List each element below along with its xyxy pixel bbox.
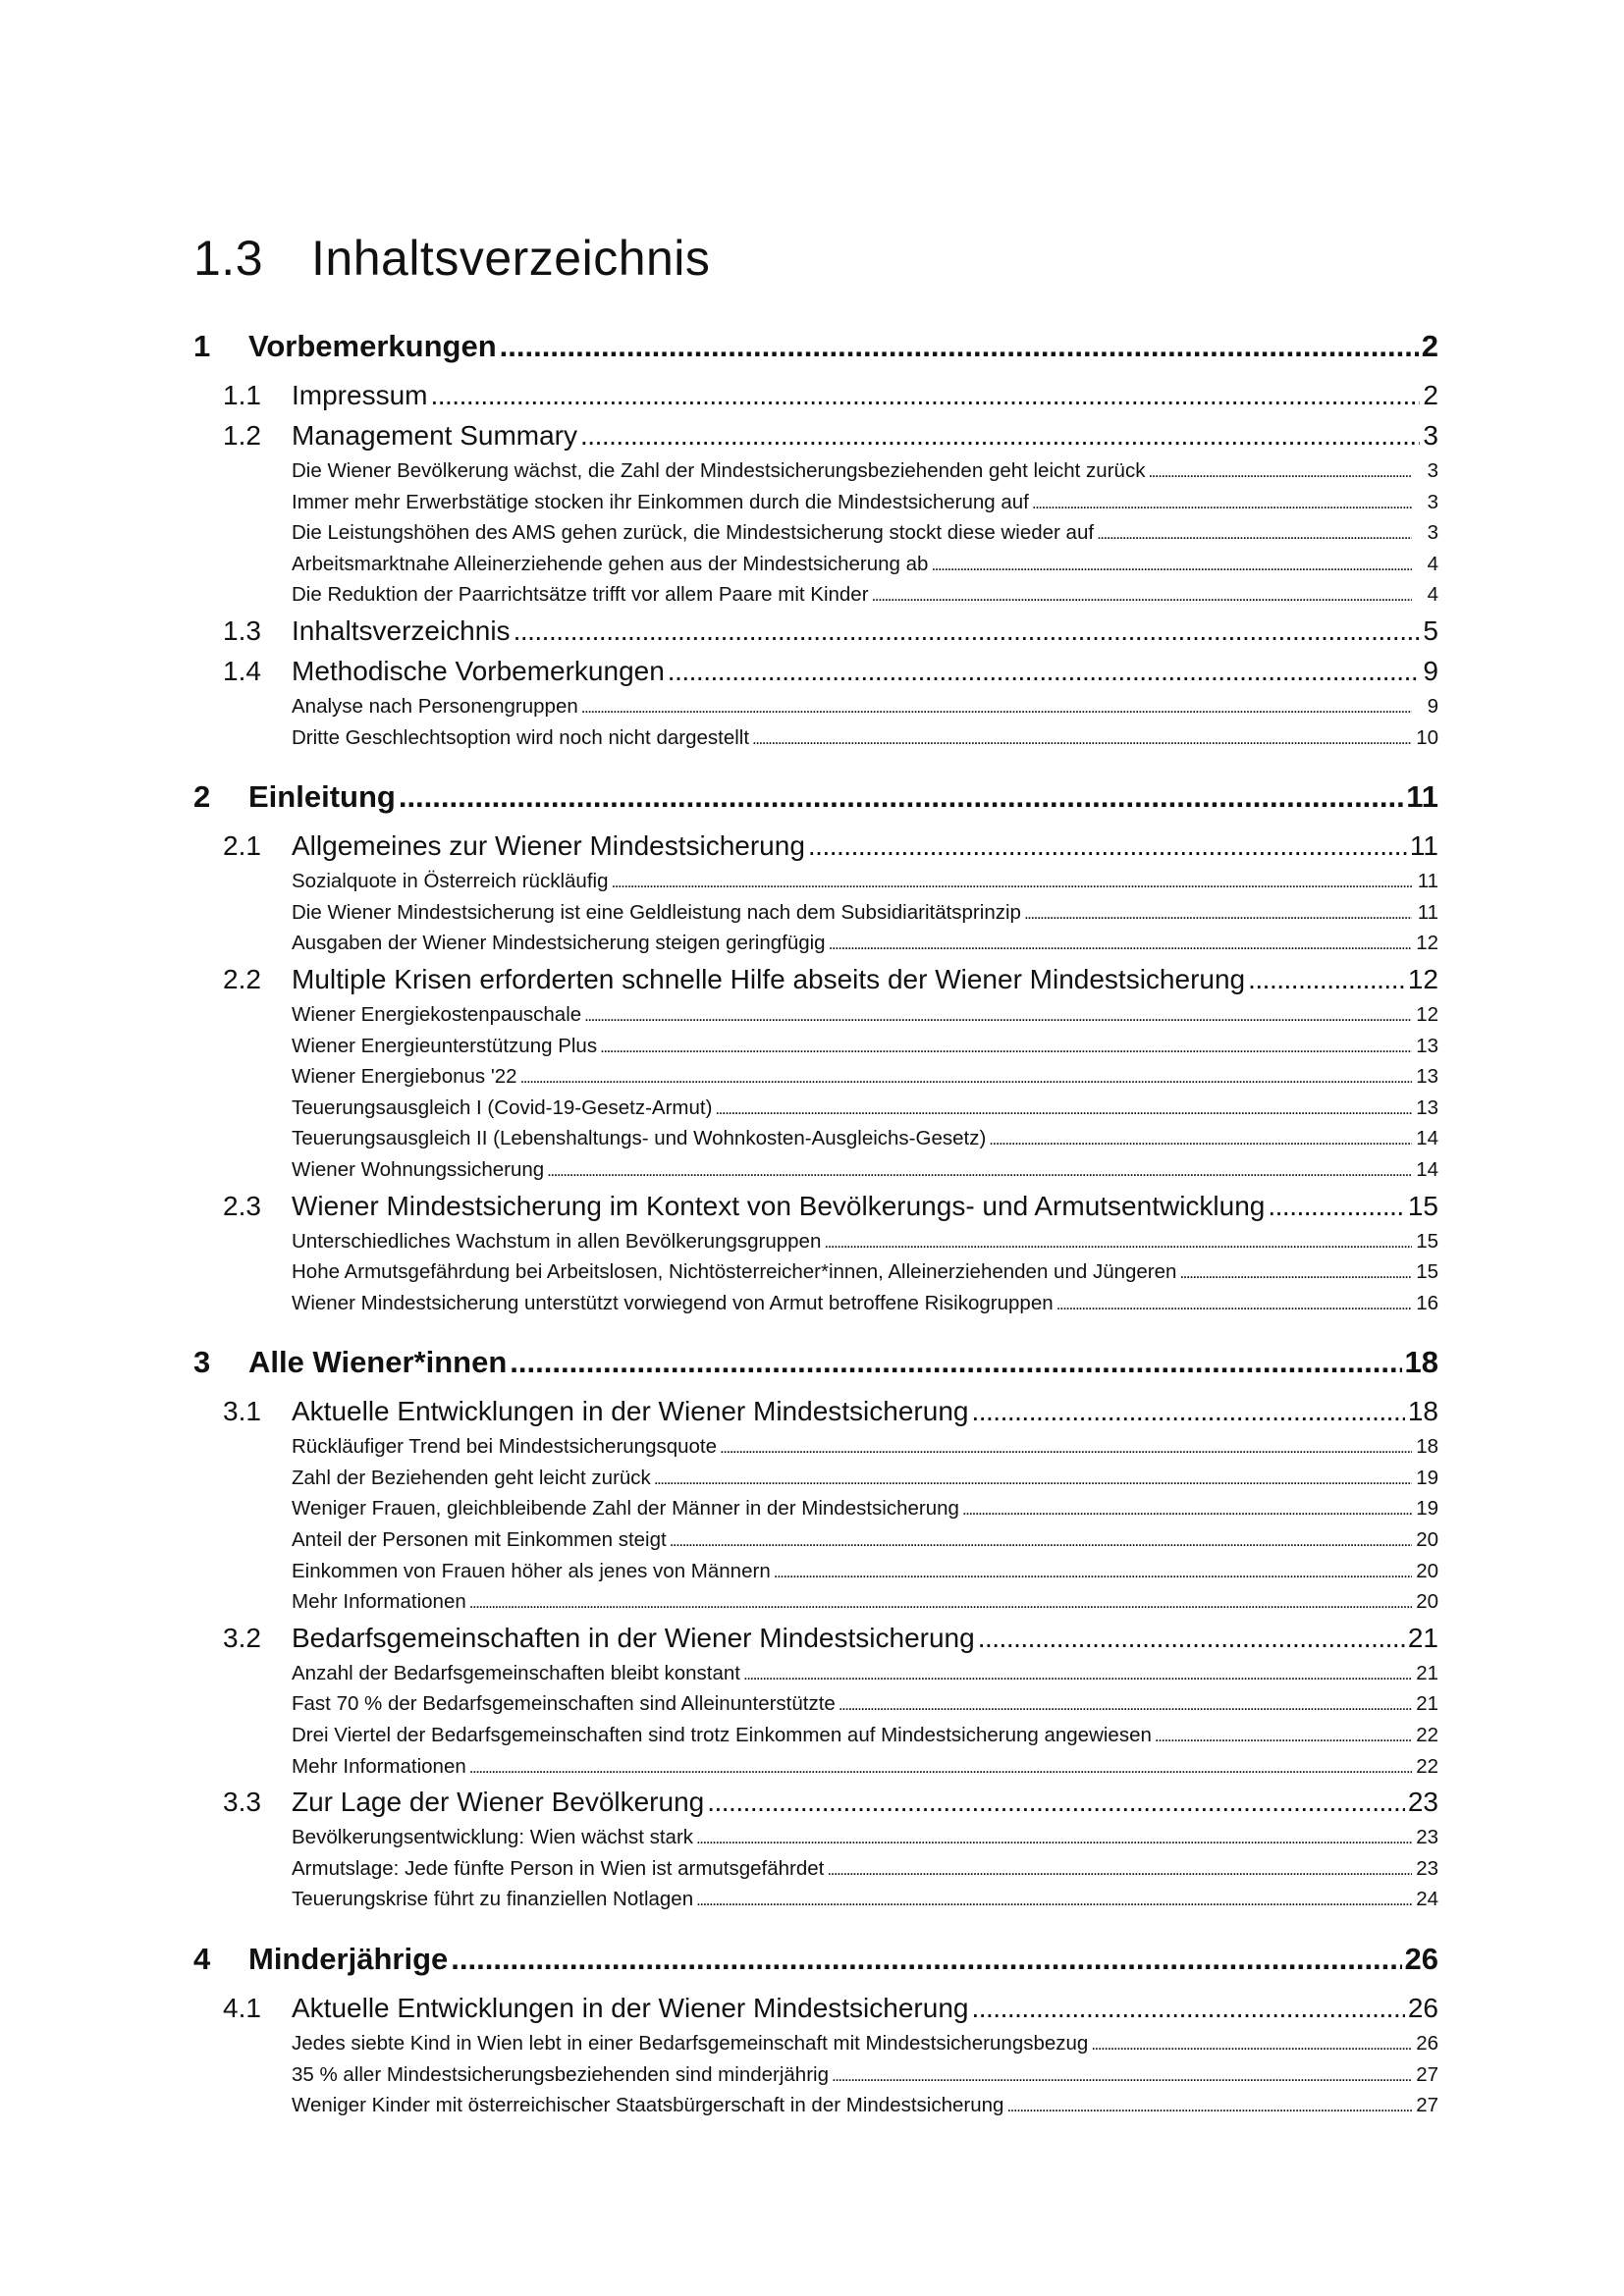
toc-entry-page[interactable]: 26 [1416, 2032, 1438, 2055]
toc-entry-page[interactable]: 12 [1407, 963, 1438, 994]
dot-leader [824, 1227, 1412, 1258]
toc-entry-level-3[interactable] [193, 517, 1438, 549]
dot-leader [696, 1885, 1412, 1916]
toc-entry-level-3[interactable] [193, 691, 1438, 722]
toc-entry-level-3[interactable] [193, 1431, 1438, 1463]
toc-entry-title[interactable]: Wiener Mindestsicherung im Kontext von Bevölkerungs- und Armutsentwicklung [292, 1190, 1266, 1221]
dot-leader [399, 769, 1403, 826]
toc-entry-level-3[interactable] [193, 1822, 1438, 1853]
toc-entry-page[interactable]: 18 [1416, 1435, 1438, 1459]
dot-leader [1097, 518, 1412, 550]
dot-leader [584, 1000, 1412, 1032]
toc-entry-title[interactable]: Wiener Mindestsicherung unterstützt vorwiegend von Armut betroffene Risikogruppen [292, 1291, 1054, 1314]
toc-entry-page[interactable]: 3 [1427, 521, 1438, 545]
toc-entry-page[interactable]: 3 [1427, 490, 1438, 513]
toc-entry-level-1[interactable] [193, 318, 1438, 375]
toc-entry-title[interactable]: Zur Lage der Wiener Bevölkerung [292, 1787, 705, 1818]
toc-entry-number: 3 [193, 1345, 211, 1380]
dot-leader [1155, 1721, 1412, 1752]
toc-entry-level-3[interactable] [193, 1884, 1438, 1915]
toc-entry-title[interactable]: Zahl der Beziehenden geht leicht zurück [292, 1466, 651, 1489]
toc-entry-level-3[interactable] [193, 1751, 1438, 1783]
toc-entry-level-3[interactable] [193, 999, 1438, 1031]
toc-entry-page[interactable]: 10 [1416, 725, 1438, 749]
toc-entry-level-2[interactable] [193, 375, 1438, 415]
toc-entry-level-3[interactable] [193, 487, 1438, 518]
dot-leader [978, 1618, 1405, 1658]
dot-leader [808, 826, 1407, 866]
toc-entry-title[interactable]: Alle Wiener*innen [248, 1345, 508, 1380]
toc-entry-number: 4.1 [223, 1993, 261, 2023]
toc-entry-title[interactable]: Multiple Krisen erforderten schnelle Hilfe abseits der Wiener Mindestsicherung [292, 963, 1246, 994]
toc-entry-page[interactable]: 14 [1416, 1157, 1438, 1181]
toc-entry-title[interactable]: Anzahl der Bedarfsgemeinschaften bleibt konstant [292, 1661, 740, 1684]
dot-leader [451, 1931, 1401, 1988]
toc-entry-level-3[interactable] [193, 1493, 1438, 1524]
toc-entry-number: 2.3 [223, 1190, 261, 1221]
toc-entry-page[interactable]: 16 [1416, 1291, 1438, 1314]
toc-entry-level-3[interactable] [193, 1288, 1438, 1319]
toc-entry-title[interactable]: Teuerungsausgleich I (Covid-19-Gesetz-Armut) [292, 1095, 713, 1119]
dot-leader [829, 929, 1412, 960]
toc-entry-page[interactable]: 22 [1416, 1724, 1438, 1747]
dot-leader [832, 2060, 1412, 2092]
dot-leader [1032, 488, 1412, 519]
toc-entry-title[interactable]: Analyse nach Personengruppen [292, 694, 578, 718]
toc-entry-page[interactable]: 15 [1416, 1229, 1438, 1253]
toc-entry-level-3[interactable] [193, 455, 1438, 487]
toc-entry-level-3[interactable] [193, 1586, 1438, 1618]
toc-entry-number: 1.1 [223, 380, 261, 410]
dot-leader [971, 1391, 1404, 1431]
toc-entry-level-3[interactable] [193, 897, 1438, 929]
toc-entry-page[interactable]: 20 [1416, 1590, 1438, 1614]
dot-leader [611, 867, 1412, 898]
dot-leader [720, 1432, 1412, 1464]
toc-entry-level-3[interactable] [193, 928, 1438, 959]
toc-entry-title[interactable]: Die Leistungshöhen des AMS gehen zurück, die Mindestsicherung stockt diese wieder auf [292, 521, 1095, 545]
toc-entry-title[interactable]: Immer mehr Erwerbstätige stocken ihr Einkommen durch die Mindestsicherung auf [292, 490, 1029, 513]
toc-entry-level-3[interactable] [193, 1256, 1438, 1288]
toc-entry-page[interactable]: 26 [1407, 1993, 1438, 2023]
toc-entry-level-3[interactable] [193, 1688, 1438, 1720]
toc-entry-page[interactable]: 15 [1416, 1260, 1438, 1284]
toc-entry-page[interactable]: 14 [1416, 1127, 1438, 1150]
toc-entry-page[interactable]: 3 [1423, 420, 1438, 451]
toc-entry-title[interactable]: Fast 70 % der Bedarfsgemeinschaften sind Alleinunterstützte [292, 1692, 836, 1716]
toc-entry-title[interactable]: Einleitung [248, 779, 396, 815]
toc-entry-level-3[interactable] [193, 579, 1438, 611]
dot-leader [1091, 2029, 1412, 2060]
toc-entry-level-3[interactable] [193, 1093, 1438, 1124]
toc-entry-number: 2 [193, 779, 211, 815]
dot-leader [500, 318, 1419, 375]
toc-entry-page[interactable]: 12 [1416, 932, 1438, 955]
dot-leader [654, 1464, 1412, 1495]
page-title [193, 230, 710, 287]
toc-entry-page[interactable]: 20 [1416, 1528, 1438, 1552]
toc-entry-title[interactable]: Teuerungsausgleich II (Lebenshaltungs- und Wohnkosten-Ausgleichs-Gesetz) [292, 1127, 987, 1150]
toc-entry-page[interactable]: 9 [1427, 694, 1438, 718]
dot-leader [696, 1823, 1412, 1854]
toc-entry-page[interactable]: 22 [1416, 1754, 1438, 1778]
toc-entry-page[interactable]: 11 [1409, 830, 1438, 862]
dot-leader [430, 375, 1420, 415]
toc-entry-level-3[interactable] [193, 866, 1438, 897]
dot-leader [1179, 1257, 1412, 1289]
toc-entry-page[interactable]: 11 [1417, 900, 1438, 924]
dot-leader [469, 1587, 1412, 1619]
dot-leader [971, 1988, 1404, 2028]
toc-entry-page[interactable]: 4 [1427, 552, 1438, 575]
toc-entry-title[interactable]: Arbeitsmarktnahe Alleinerziehende gehen aus der Mindestsicherung ab [292, 552, 929, 575]
toc-entry-level-3[interactable] [193, 2028, 1438, 2059]
dot-leader [743, 1659, 1412, 1690]
toc-entry-level-3[interactable] [193, 2090, 1438, 2121]
toc-entry-level-1[interactable] [193, 1931, 1438, 1988]
dot-leader [1024, 898, 1412, 930]
toc-entry-page[interactable]: 26 [1404, 1942, 1438, 1976]
toc-entry-level-3[interactable] [193, 1720, 1438, 1751]
toc-entry-level-3[interactable] [193, 549, 1438, 580]
toc-entry-title[interactable]: Jedes siebte Kind in Wien lebt in einer Bedarfsgemeinschaft mit Mindestsicherungsbezug [292, 2032, 1089, 2055]
dot-leader [715, 1094, 1412, 1125]
toc-entry-level-2[interactable] [193, 826, 1438, 866]
toc-entry-title[interactable]: Einkommen von Frauen höher als jenes von Männern [292, 1559, 771, 1582]
toc-entry-title[interactable]: Armutslage: Jede fünfte Person in Wien ist armutsgefährdet [292, 1856, 825, 1880]
toc-entry-title[interactable]: Inhaltsverzeichnis [292, 614, 511, 646]
toc-entry-level-2[interactable] [193, 611, 1438, 651]
toc-entry-level-3[interactable] [193, 1853, 1438, 1885]
toc-entry-level-2[interactable] [193, 651, 1438, 691]
toc-entry-number: 2.2 [223, 963, 261, 994]
dot-leader [931, 550, 1412, 581]
toc-entry-page[interactable]: 2 [1421, 329, 1438, 363]
toc-entry-title[interactable]: Vorbemerkungen [248, 329, 497, 363]
toc-entry-page[interactable]: 11 [1406, 779, 1438, 815]
toc-entry-title[interactable]: Methodische Vorbemerkungen [292, 655, 665, 686]
toc-entry-title[interactable]: Bedarfsgemeinschaften in der Wiener Mindestsicherung [292, 1622, 975, 1653]
toc-entry-title[interactable]: Mehr Informationen [292, 1590, 466, 1614]
toc-entry-title[interactable]: Teuerungskrise führt zu finanziellen Notlagen [292, 1888, 694, 1911]
toc-entry-level-3[interactable] [193, 1061, 1438, 1093]
toc-entry-page[interactable]: 23 [1416, 1826, 1438, 1849]
toc-entry-page[interactable]: 12 [1416, 1002, 1438, 1026]
dot-leader [827, 1854, 1412, 1886]
toc-entry-level-2[interactable] [193, 1782, 1438, 1822]
toc-entry-page[interactable]: 15 [1407, 1190, 1438, 1221]
dot-leader [520, 1062, 1412, 1094]
toc-entry-page[interactable]: 13 [1416, 1095, 1438, 1119]
dot-leader [774, 1557, 1412, 1588]
toc-entry-title[interactable]: Wiener Wohnungssicherung [292, 1157, 545, 1181]
toc-entry-level-3[interactable] [193, 1658, 1438, 1689]
toc-entry-level-2[interactable] [193, 1618, 1438, 1658]
toc-entry-level-3[interactable] [193, 1031, 1438, 1062]
toc-entry-level-3[interactable] [193, 1556, 1438, 1587]
table-of-contents [193, 312, 1438, 2121]
toc-entry-page[interactable]: 5 [1423, 614, 1438, 646]
toc-entry-level-2[interactable] [193, 1391, 1438, 1431]
dot-leader [510, 1334, 1401, 1391]
toc-entry-title[interactable]: Mehr Informationen [292, 1754, 466, 1778]
dot-leader [469, 1752, 1412, 1784]
toc-entry-number: 2.1 [223, 830, 261, 862]
toc-entry-page[interactable]: 13 [1416, 1034, 1438, 1057]
dot-leader [752, 723, 1412, 755]
section-number: 1.3 [193, 230, 264, 286]
toc-entry-title[interactable]: Unterschiedliches Wachstum in allen Bevölkerungsgruppen [292, 1229, 822, 1253]
toc-entry-page[interactable]: 19 [1416, 1497, 1438, 1521]
toc-entry-page[interactable]: 27 [1416, 2094, 1438, 2117]
dot-leader [514, 611, 1421, 651]
dot-leader [872, 580, 1412, 612]
toc-entry-title[interactable]: Bevölkerungsentwicklung: Wien wächst stark [292, 1826, 694, 1849]
dot-leader [962, 1494, 1412, 1525]
toc-entry-title[interactable]: Allgemeines zur Wiener Mindestsicherung [292, 830, 805, 862]
toc-entry-page[interactable]: 18 [1404, 1345, 1438, 1380]
toc-entry-title[interactable]: Aktuelle Entwicklungen in der Wiener Mindestsicherung [292, 1396, 969, 1427]
dot-leader [1248, 959, 1405, 999]
toc-entry-title[interactable]: Die Reduktion der Paarrichtsätze trifft vor allem Paare mit Kinder [292, 583, 869, 607]
toc-entry-page[interactable]: 21 [1416, 1661, 1438, 1684]
dot-leader [1148, 456, 1412, 488]
toc-entry-title[interactable]: Ausgaben der Wiener Mindestsicherung steigen geringfügig [292, 932, 826, 955]
toc-entry-level-3[interactable] [193, 1524, 1438, 1556]
toc-entry-title[interactable]: Die Wiener Mindestsicherung ist eine Geldleistung nach dem Subsidiaritätsprinzip [292, 900, 1021, 924]
toc-entry-page[interactable]: 9 [1423, 655, 1438, 686]
toc-entry-page[interactable]: 19 [1416, 1466, 1438, 1489]
dot-leader [580, 415, 1420, 455]
toc-entry-page[interactable]: 24 [1416, 1888, 1438, 1911]
dot-leader [1056, 1289, 1412, 1320]
dot-leader [707, 1782, 1405, 1822]
toc-entry-level-3[interactable] [193, 722, 1438, 754]
toc-entry-page[interactable]: 23 [1416, 1856, 1438, 1880]
section-title: Inhaltsverzeichnis [311, 230, 711, 286]
toc-entry-number: 3.1 [223, 1396, 261, 1427]
dot-leader [581, 692, 1412, 723]
toc-entry-title[interactable]: 35 % aller Mindestsicherungsbeziehenden sind minderjährig [292, 2062, 829, 2086]
toc-entry-level-3[interactable] [193, 2059, 1438, 2091]
toc-entry-title[interactable]: Management Summary [292, 420, 578, 451]
dot-leader [1268, 1186, 1404, 1226]
toc-entry-number: 3.2 [223, 1622, 261, 1653]
toc-entry-level-3[interactable] [193, 1123, 1438, 1154]
toc-entry-title[interactable]: Weniger Frauen, gleichbleibende Zahl der Männer in der Mindestsicherung [292, 1497, 959, 1521]
toc-entry-title[interactable]: Rückläufiger Trend bei Mindestsicherungsquote [292, 1435, 718, 1459]
toc-entry-number: 3.3 [223, 1787, 261, 1818]
toc-entry-page[interactable]: 2 [1423, 380, 1438, 410]
dot-leader [670, 1525, 1412, 1557]
toc-entry-page[interactable]: 11 [1417, 870, 1438, 893]
toc-entry-number: 4 [193, 1942, 211, 1976]
dot-leader [668, 651, 1421, 691]
toc-entry-level-3[interactable] [193, 1226, 1438, 1257]
dot-leader [600, 1032, 1412, 1063]
toc-entry-title[interactable]: Die Wiener Bevölkerung wächst, die Zahl der Mindestsicherungsbeziehenden geht leicht zurück [292, 459, 1146, 482]
toc-entry-title[interactable]: Wiener Energiekostenpauschale [292, 1002, 582, 1026]
toc-entry-number: 1.2 [223, 420, 261, 451]
toc-entry-page[interactable]: 3 [1427, 459, 1438, 482]
toc-entry-title[interactable]: Weniger Kinder mit österreichischer Staatsbürgerschaft in der Mindestsicherung [292, 2094, 1004, 2117]
toc-entry-title[interactable]: Wiener Energieunterstützung Plus [292, 1034, 598, 1057]
dot-leader [1006, 2091, 1412, 2122]
toc-entry-page[interactable]: 23 [1407, 1787, 1438, 1818]
toc-entry-level-1[interactable] [193, 1334, 1438, 1391]
toc-entry-page[interactable]: 18 [1407, 1396, 1438, 1427]
toc-entry-title[interactable]: Anteil der Personen mit Einkommen steigt [292, 1528, 667, 1552]
toc-entry-title[interactable]: Drei Viertel der Bedarfsgemeinschaften sind trotz Einkommen auf Mindestsicherung angewiesen [292, 1724, 1152, 1747]
toc-entry-number: 1.4 [223, 655, 261, 686]
toc-entry-level-2[interactable] [193, 415, 1438, 455]
dot-leader [839, 1689, 1412, 1721]
toc-entry-level-1[interactable] [193, 769, 1438, 826]
toc-entry-title[interactable]: Wiener Energiebonus '22 [292, 1065, 517, 1089]
toc-entry-page[interactable]: 21 [1416, 1692, 1438, 1716]
toc-entry-level-2[interactable] [193, 1988, 1438, 2028]
toc-entry-number: 1 [193, 329, 211, 363]
toc-entry-level-3[interactable] [193, 1463, 1438, 1494]
toc-entry-level-2[interactable] [193, 959, 1438, 999]
toc-entry-title[interactable]: Hohe Armutsgefährdung bei Arbeitslosen, Nichtösterreicher*innen, Alleinerziehenden und Jüngeren [292, 1260, 1177, 1284]
toc-entry-number: 1.3 [223, 614, 261, 646]
toc-entry-title[interactable]: Sozialquote in Österreich rückläufig [292, 870, 609, 893]
dot-leader [547, 1155, 1412, 1187]
toc-entry-title[interactable]: Minderjährige [248, 1942, 449, 1976]
toc-entry-level-3[interactable] [193, 1154, 1438, 1186]
toc-entry-page[interactable]: 21 [1407, 1622, 1438, 1653]
toc-entry-page[interactable]: 4 [1427, 583, 1438, 607]
toc-entry-title[interactable]: Dritte Geschlechtsoption wird noch nicht dargestellt [292, 725, 750, 749]
toc-entry-page[interactable]: 20 [1416, 1559, 1438, 1582]
toc-entry-title[interactable]: Aktuelle Entwicklungen in der Wiener Mindestsicherung [292, 1993, 969, 2023]
dot-leader [989, 1124, 1412, 1155]
toc-entry-page[interactable]: 27 [1416, 2062, 1438, 2086]
toc-entry-page[interactable]: 13 [1416, 1065, 1438, 1089]
toc-entry-title[interactable]: Impressum [292, 380, 428, 410]
toc-entry-level-2[interactable] [193, 1186, 1438, 1226]
